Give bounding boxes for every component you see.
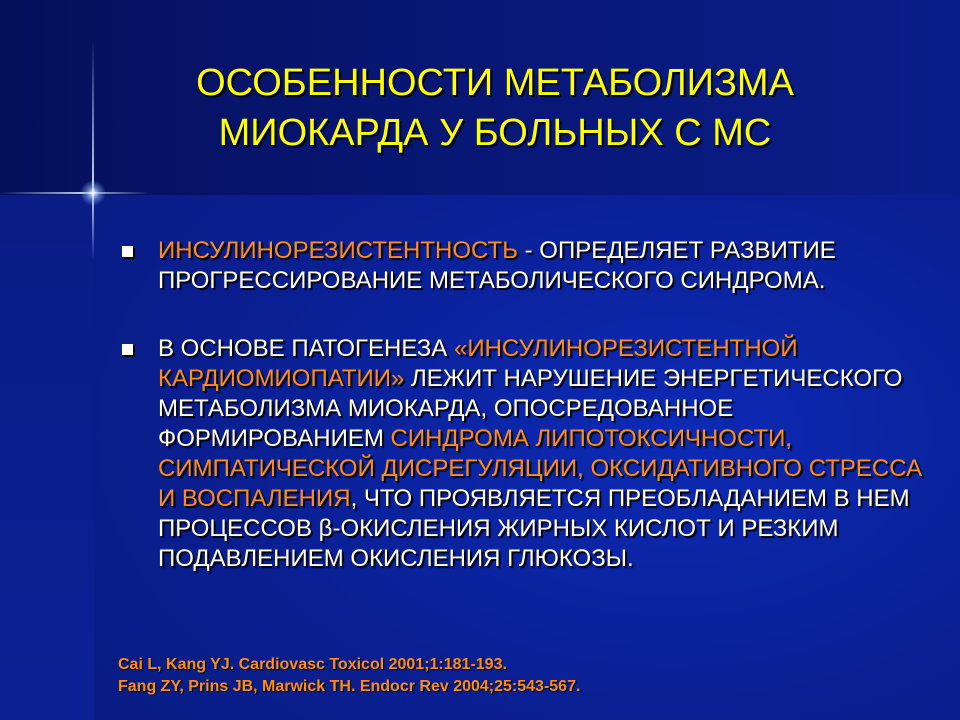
bullet-2-highlight-1: «ИНСУЛИНОРЕЗИСТЕНТНОЙ КАРДИОМИОПАТИИ» — [158, 335, 798, 392]
slide-title — [130, 58, 860, 158]
square-bullet-icon — [122, 344, 133, 355]
square-bullet-icon — [122, 246, 133, 257]
reference-2: Fang ZY, Prins JB, Marwick TH. Endocr Rev 2004;25:543-567. — [118, 678, 581, 695]
bullet-item-1 — [120, 236, 930, 296]
bullet-2-tail: , ЧТО ПРОЯВЛЯЕТСЯ ПРЕОБЛАДАНИЕМ В НЕМ ПРОЦЕССОВ β-ОКИСЛЕНИЯ ЖИРНЫХ КИСЛОТ И РЕЗКИМ ПОДАВЛЕНИЕМ ОКИСЛЕНИЯ ГЛЮКОЗЫ. — [158, 485, 910, 572]
title-line-1: ОСОБЕННОСТИ МЕТАБОЛИЗМА — [196, 62, 794, 104]
left-decor-strip — [0, 195, 94, 720]
bullet-2-middle: ЛЕЖИТ НАРУШЕНИЕ ЭНЕРГЕТИЧЕСКОГО МЕТАБОЛИЗМА МИОКАРДА, ОПОСРЕДОВАННОЕ ФОРМИРОВАНИЕМ — [158, 365, 903, 452]
sparkle-vertical-ray — [92, 40, 94, 260]
bullet-2-highlight-2: СИНДРОМА ЛИПОТОКСИЧНОСТИ, СИМПАТИЧЕСКОЙ ДИСРЕГУЛЯЦИИ, ОКСИДАТИВНОГО СТРЕССА И ВОСПАЛЕНИЯ — [158, 425, 923, 512]
sparkle-horizontal-ray — [0, 192, 150, 194]
bullet-list — [120, 236, 930, 574]
sparkle-star-icon — [80, 180, 106, 206]
bullet-1-text: - ОПРЕДЕЛЯЕТ РАЗВИТИЕ ПРОГРЕССИРОВАНИЕ МЕТАБОЛИЧЕСКОГО СИНДРОМА. — [158, 237, 836, 294]
references — [118, 654, 948, 698]
reference-1: Cai L, Kang YJ. Cardiovasc Toxicol 2001;1:181-193. — [118, 656, 507, 673]
bullet-1-highlight: ИНСУЛИНОРЕЗИСТЕНТНОСТЬ — [158, 237, 518, 264]
bullet-item-2 — [120, 334, 930, 574]
bullet-2-lead: В ОСНОВЕ ПАТОГЕНЕЗА — [158, 335, 454, 362]
title-line-2: МИОКАРДА У БОЛЬНЫХ С МС — [218, 112, 772, 154]
